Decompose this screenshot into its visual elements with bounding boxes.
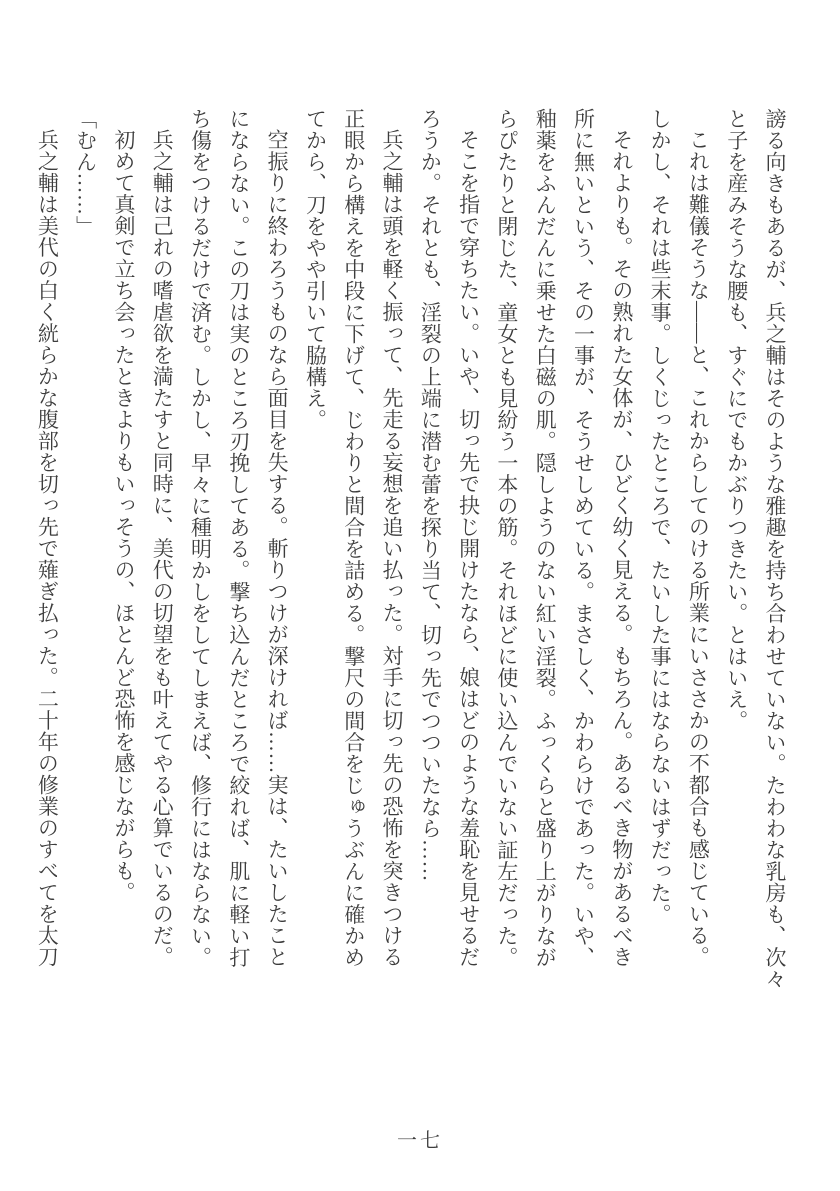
text-line: 所に無いという、その一事が、そうせしめている。まさしく、かわらけであった。いや、 <box>571 108 596 968</box>
text-line: それよりも。その熟れた女体が、ひどく幼く見える。もちろん。あるべき物があるべき <box>609 129 634 968</box>
text-columns <box>28 108 794 994</box>
text-line: これは難儀そうな――と、これからしてのける所業にいささかの不都合も感じている。 <box>686 129 711 968</box>
text-line: 兵之輔は己れの嗜虐欲を満たすと同時に、美代の切望をも叶えてやる心算でいるのだ。 <box>150 129 175 968</box>
text-line: 空振りに終わろうものなら面目を失する。斬りつけが深ければ……実は、たいしたこと <box>265 129 290 968</box>
text-line: そこを指で穿ちたい。いや、切っ先で抉じ開けたなら、娘はどのような羞恥を見せるだ <box>456 129 481 968</box>
text-line: らぴたりと閉じた、童女とも見紛う一本の筋。それほどに使い込んでいない証左だった。 <box>494 108 519 968</box>
text-line: ち傷をつけるだけで済む。しかし、早々に種明かしをしてしまえば、修行にはならない。 <box>188 108 213 968</box>
text-line: 正眼から構えを中段に下げて、じわりと間合を詰める。撃尺の間合をじゅうぶんに確かめ <box>341 108 366 968</box>
text-line: と子を産みそうな腰も、すぐにでもかぶりつきたい。とはいえ。 <box>724 108 749 732</box>
text-line: てから、刀をやや引いて脇構え。 <box>303 108 328 431</box>
page-number: 一七 <box>397 1130 443 1152</box>
text-line: しかし、それは些末事。しくじったところで、たいした事にはならないはずだった。 <box>648 108 673 925</box>
text-line: 兵之輔は頭を軽く振って、先走る妄想を追い払った。対手に切っ先の恐怖を突きつける <box>380 129 405 968</box>
text-line: にならない。この刀は実のところ刃挽してある。撃ち込んだところで絞れば、肌に軽い打 <box>226 108 251 968</box>
text-line: 「むん……」 <box>73 108 98 237</box>
text-line: 釉薬をふんだんに乗せた白磁の肌。隠しようのない紅い淫裂。ふっくらと盛り上がりなが <box>533 108 558 968</box>
text-line: 謗る向きもあるが、兵之輔はそのような雅趣を持ち合わせていない。たわわな乳房も、次々 <box>763 108 787 990</box>
text-line: 初めて真剣で立ち会ったときよりもいっそうの、ほとんど恐怖を感じながらも。 <box>111 129 136 903</box>
text-line: ろうか。それとも、淫裂の上端に潜む蕾を探り当て、切っ先でつついたなら…… <box>418 108 443 882</box>
text-line: 兵之輔は美代の白く絖らかな腹部を切っ先で薙ぎ払った。二十年の修業のすべてを太刀 <box>35 129 60 968</box>
